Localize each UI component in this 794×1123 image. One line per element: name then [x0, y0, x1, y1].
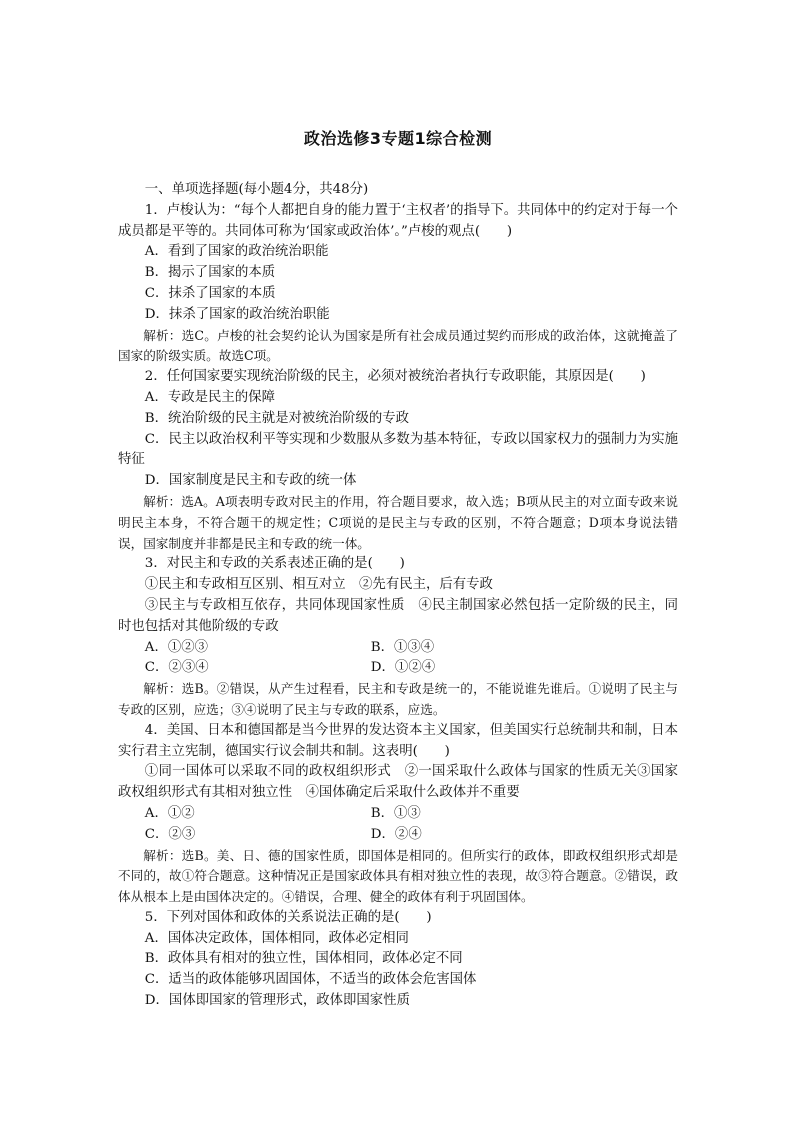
- question-1-option-a: A．看到了国家的政治统治职能: [144, 244, 329, 260]
- question-2-option-d: D．国家制度是民主和专政的统一体: [144, 473, 357, 489]
- question-4-statements: ①同一国体可以采取不同的政权组织形式 ②一国采取什么政体与国家的性质无关③国家政权组织形式有其相对独立性 ④国体确定后采取什么政体并不重要: [118, 764, 678, 801]
- document-page: [118, 126, 678, 1012]
- question-3-statements-1: ①民主和专政相互区别、相互对立 ②先有民主，后有专政: [144, 577, 493, 593]
- question-3-option-c: C．②③④: [144, 660, 209, 676]
- question-2-option-b: B．统治阶级的民主就是对被统治阶级的专政: [144, 410, 410, 426]
- question-4-analysis: 解析：选B。美、日、德的国家性质，即国体是相同的。但所实行的政体，即政权组织形式却是不同的，故①符合题意。这种情况正是国家政体具有相对独立性的表现，故③符合题意。②错误，政体从根本上是由国体决定的。④错误，合理、健全的政体有利于巩固国体。: [118, 847, 678, 905]
- question-3-option-d: D．①②④: [370, 660, 436, 676]
- question-4-stem: 4．美国、日本和德国都是当今世界的发达资本主义国家，但美国实行总统制共和制，日本实行君主立宪制，德国实行议会制共和制。这表明( ): [118, 722, 678, 759]
- question-5-option-b: B．政体具有相对的独立性，国体相同，政体必定不同: [144, 951, 463, 967]
- question-4-options-row-1: [118, 804, 678, 825]
- question-1-stem: 1．卢梭认为：“每个人都把自身的能力置于‘主权者’的指导下。共同体中的约定对于每一个成员都是平等的。共同体可称为‘国家或政治体’。”卢梭的观点( ): [118, 202, 678, 239]
- question-5-option-d: D．国体即国家的管理形式，政体即国家性质: [144, 993, 410, 1009]
- question-1-option-b: B．揭示了国家的本质: [144, 265, 276, 281]
- question-5-option-a: A．国体决定政体，国体相同，政体必定相同: [144, 930, 409, 946]
- question-1-option-d: D．抹杀了国家的政治统治职能: [144, 306, 330, 322]
- question-3-option-a: A．①②③: [144, 639, 209, 655]
- question-2-stem: 2．任何国家要实现统治阶级的民主，必须对被统治者执行专政职能，其原因是( ): [144, 369, 646, 385]
- question-1-option-c: C．抹杀了国家的本质: [144, 285, 276, 301]
- question-2-analysis: 解析：选A。A项表明专政对民主的作用，符合题目要求，故入选；B项从民主的对立面专政来说明民主本身，不符合题干的规定性；C项说的是民主与专政的区别，不符合题意；D项本身说法错误，国家制度并非都是民主和专政的统一体。: [118, 493, 678, 551]
- question-5-stem: 5．下列对国体和政体的关系说法正确的是( ): [144, 909, 432, 925]
- question-4-option-b: B．①③: [370, 805, 421, 821]
- question-3-options-row-2: [118, 658, 678, 679]
- question-4-option-a: A．①②: [144, 805, 195, 821]
- question-2-option-a: A．专政是民主的保障: [144, 389, 275, 405]
- question-4-option-d: D．②④: [370, 826, 422, 842]
- question-3-option-b: B．①③④: [370, 639, 435, 655]
- question-3-statements-2: ③民主与专政相互依存，共同体现国家性质 ④民主制国家必然包括一定阶级的民主，同时也包括对其他阶级的专政: [118, 597, 678, 634]
- question-1-analysis: 解析：选C。卢梭的社会契约论认为国家是所有社会成员通过契约而形成的政治体，这就掩盖了国家的阶级实质。故选C项。: [118, 327, 678, 364]
- section-heading: 一、单项选择题(每小题4分，共48分): [144, 182, 369, 197]
- question-3-options-row-1: [118, 638, 678, 659]
- question-3-stem: 3．对民主和专政的关系表述正确的是( ): [144, 556, 405, 572]
- question-4-option-c: C．②③: [144, 826, 196, 842]
- question-3-analysis: 解析：选B。②错误，从产生过程看，民主和专政是统一的，不能说谁先谁后。①说明了民主与专政的区别，应选；③④说明了民主与专政的联系，应选。: [118, 681, 678, 717]
- question-2-option-c: C．民主以政治权利平等实现和少数服从多数为基本特征，专政以国家权力的强制力为实施特征: [118, 431, 678, 468]
- question-5-option-c: C．适当的政体能够巩固国体，不适当的政体会危害国体: [144, 972, 477, 988]
- page-title: 政治选修3专题1综合检测: [303, 129, 493, 148]
- question-4-options-row-2: [118, 825, 678, 846]
